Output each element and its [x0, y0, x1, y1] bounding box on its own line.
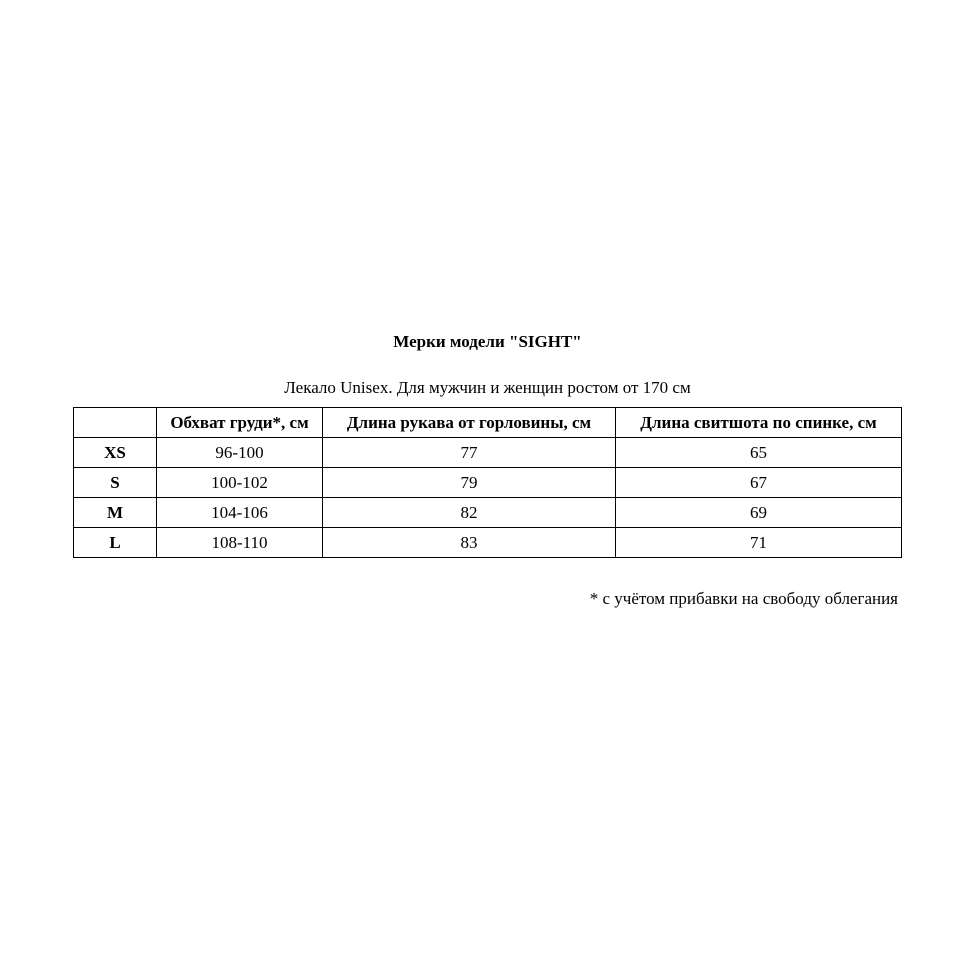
table-cell: 67: [616, 468, 902, 498]
table-cell: 108-110: [157, 528, 323, 558]
size-label-cell: S: [74, 468, 157, 498]
table-header-cell: Длина рукава от горловины, см: [323, 408, 616, 438]
table-row: [74, 498, 902, 528]
table-cell: 65: [616, 438, 902, 468]
size-label-cell: XS: [74, 438, 157, 468]
size-label-cell: M: [74, 498, 157, 528]
table-header-cell: Обхват груди*, см: [157, 408, 323, 438]
table-row: [74, 528, 902, 558]
size-label-cell: L: [74, 528, 157, 558]
table-cell: 82: [323, 498, 616, 528]
page-title: Мерки модели "SIGHT": [393, 332, 582, 351]
table-cell: 96-100: [157, 438, 323, 468]
page-subtitle: Лекало Unisex. Для мужчин и женщин ростом от 170 см: [284, 378, 691, 397]
table-header-cell: Длина свитшота по спинке, см: [616, 408, 902, 438]
table-row: [74, 468, 902, 498]
table-cell: 83: [323, 528, 616, 558]
table-cell: 79: [323, 468, 616, 498]
table-cell: 71: [616, 528, 902, 558]
table-cell: 69: [616, 498, 902, 528]
table-cell: 77: [323, 438, 616, 468]
table-cell: 104-106: [157, 498, 323, 528]
table-header-cell: [74, 408, 157, 438]
table-cell: 100-102: [157, 468, 323, 498]
size-table: [73, 407, 902, 558]
footnote: * с учётом прибавки на свободу облегания: [589, 589, 898, 608]
table-row: [74, 438, 902, 468]
table-header-row: [74, 408, 902, 438]
